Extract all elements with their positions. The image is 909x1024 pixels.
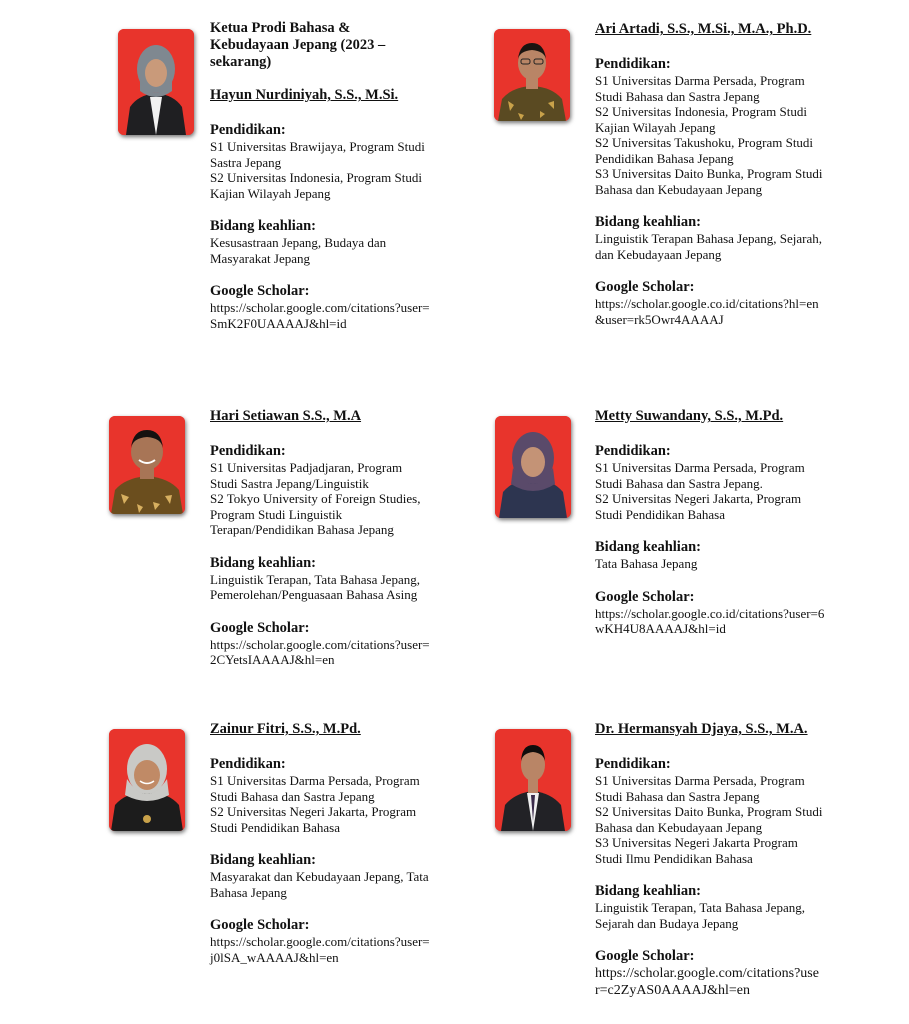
scholar-link: &user=rk5Owr4AAAAJ: [595, 311, 724, 327]
expertise-heading: Bidang keahlian:: [210, 852, 316, 868]
faculty-name: Zainur Fitri, S.S., M.Pd.: [210, 721, 361, 737]
profile-photo-hayun: [118, 29, 194, 135]
faculty-name: Ari Artadi, S.S., M.Si., M.A., Ph.D.: [595, 21, 812, 37]
faculty-card-metty: [595, 408, 840, 654]
profile-photo-ari: [494, 29, 570, 121]
expertise-heading: Bidang keahlian:: [595, 883, 701, 899]
scholar-heading: Google Scholar:: [595, 279, 695, 295]
person-hijab-icon: [495, 416, 571, 518]
faculty-name: Dr. Hermansyah Djaya, S.S., M.A.: [595, 721, 808, 737]
faculty-name: Hari Setiawan S.S., M.A: [210, 408, 362, 424]
position-title: Ketua Prodi Bahasa & Kebudayaan Jepang (2023 – sekarang): [210, 20, 386, 70]
scholar-link: https://scholar.google.com/citations?user=: [210, 636, 430, 652]
scholar-link: https://scholar.google.com/citations?user=: [210, 300, 430, 315]
expertise-heading: Bidang keahlian:: [210, 218, 316, 234]
faculty-name: Metty Suwandany, S.S., M.Pd.: [595, 408, 784, 424]
scholar-link: j0lSA_wAAAAJ&hl=en: [210, 949, 339, 965]
faculty-card-hari: [210, 408, 455, 685]
scholar-link: wKH4U8AAAAJ&hl=id: [595, 621, 726, 636]
scholar-link: 2CYetsIAAAAJ&hl=en: [210, 652, 335, 667]
scholar-link: https://scholar.google.co.id/citations?user=6: [595, 605, 825, 621]
education-section: Pendidikan: S1 Universitas Darma Persada, Program Studi Bahasa dan Sastra Jepang S2 Universitas Negeri Jakarta, Program Studi Pendidikan Bahasa: [210, 756, 455, 835]
education-heading: Pendidikan:: [595, 756, 671, 772]
scholar-section: [210, 917, 455, 965]
scholar-section: [210, 283, 455, 331]
expertise-section: Bidang keahlian: Kesusastraan Jepang, Budaya dan Masyarakat Jepang: [210, 218, 455, 266]
scholar-heading: Google Scholar:: [595, 948, 695, 964]
faculty-card-zainur: [210, 721, 455, 982]
scholar-link: SmK2F0UAAAAJ&hl=id: [210, 315, 347, 331]
expertise-heading: Bidang keahlian:: [595, 214, 701, 230]
scholar-section: [595, 948, 840, 999]
expertise-heading: Bidang keahlian:: [595, 539, 701, 555]
education-heading: Pendidikan:: [595, 443, 671, 459]
scholar-link: https://scholar.google.com/citations?user=: [210, 934, 430, 949]
faculty-card-hayun: [210, 20, 455, 348]
education-section: Pendidikan: S1 Universitas Padjadjaran, Program Studi Sastra Jepang/Linguistik S2 Tokyo University of Foreign Studies, Program Studi Linguistik Terapan/Pendidikan Bahasa Jepang: [210, 443, 455, 538]
scholar-heading: Google Scholar:: [210, 917, 310, 933]
scholar-section: [595, 589, 840, 637]
education-section: Pendidikan: S1 Universitas Darma Persada, Program Studi Bahasa dan Sastra Jepang. S2 Universitas Negeri Jakarta, Program Studi Pendidikan Bahasa: [595, 443, 840, 522]
person-hijab-icon: [109, 729, 185, 831]
expertise-heading: Bidang keahlian:: [210, 554, 316, 571]
scholar-section: [210, 620, 455, 668]
profile-photo-zainur: [109, 729, 185, 831]
education-heading: Pendidikan:: [210, 756, 286, 772]
faculty-card-ari: [595, 21, 840, 344]
faculty-name: Hayun Nurdiniyah, S.S., M.Si.: [210, 87, 399, 103]
scholar-link: https://scholar.google.com/citations?use: [595, 966, 819, 981]
education-heading: Pendidikan:: [210, 443, 286, 459]
profile-photo-metty: [495, 416, 571, 518]
education-section: Pendidikan: S1 Universitas Brawijaya, Program Studi Sastra Jepang S2 Universitas Indonesia, Program Studi Kajian Wilayah Jepang: [210, 122, 455, 201]
expertise-section: Bidang keahlian: Masyarakat dan Kebudayaan Jepang, Tata Bahasa Jepang: [210, 852, 455, 900]
profile-photo-hari: [109, 416, 185, 514]
expertise-section: Bidang keahlian: Tata Bahasa Jepang: [595, 539, 840, 572]
scholar-section: [595, 279, 840, 327]
expertise-section: Bidang keahlian: Linguistik Terapan, Tata Bahasa Jepang, Pemerolehan/Penguasaan Bahasa Asing: [210, 555, 455, 603]
expertise-section: Bidang keahlian: Linguistik Terapan Bahasa Jepang, Sejarah, dan Kebudayaan Jepang: [595, 214, 840, 262]
education-section: Pendidikan: S1 Universitas Darma Persada, Program Studi Bahasa dan Sastra Jepang S2 Universitas Daito Bunka, Program Studi Bahasa dan Kebudayaan Jepang S3 Universitas Negeri Jakarta Program Studi Ilmu Pendidikan Bahasa: [595, 756, 840, 866]
education-heading: Pendidikan:: [595, 56, 671, 72]
person-icon: [495, 729, 571, 831]
person-hijab-icon: [118, 29, 194, 135]
person-icon: [109, 416, 185, 514]
expertise-section: Bidang keahlian: Linguistik Terapan, Tata Bahasa Jepang, Sejarah dan Budaya Jepang: [595, 883, 840, 931]
scholar-heading: Google Scholar:: [595, 588, 695, 605]
education-section: Pendidikan: S1 Universitas Darma Persada, Program Studi Bahasa dan Sastra Jepang S2 Universitas Indonesia, Program Studi Kajian Wilayah Jepang S2 Universitas Takushoku, Program Studi Pendidikan Bahasa Jepang S3 Universitas Daito Bunka, Program Studi Bahasa dan Kebudayaan Jepang: [595, 56, 840, 197]
faculty-card-hermansyah: [595, 721, 840, 1016]
person-icon: [494, 29, 570, 121]
scholar-heading: Google Scholar:: [210, 283, 310, 299]
scholar-link: https://scholar.google.co.id/citations?hl=en: [595, 296, 819, 311]
profile-photo-hermansyah: [495, 729, 571, 831]
education-heading: Pendidikan:: [210, 122, 286, 138]
scholar-heading: Google Scholar:: [210, 619, 310, 636]
scholar-link: r=c2ZyAS0AAAAJ&hl=en: [595, 983, 750, 998]
